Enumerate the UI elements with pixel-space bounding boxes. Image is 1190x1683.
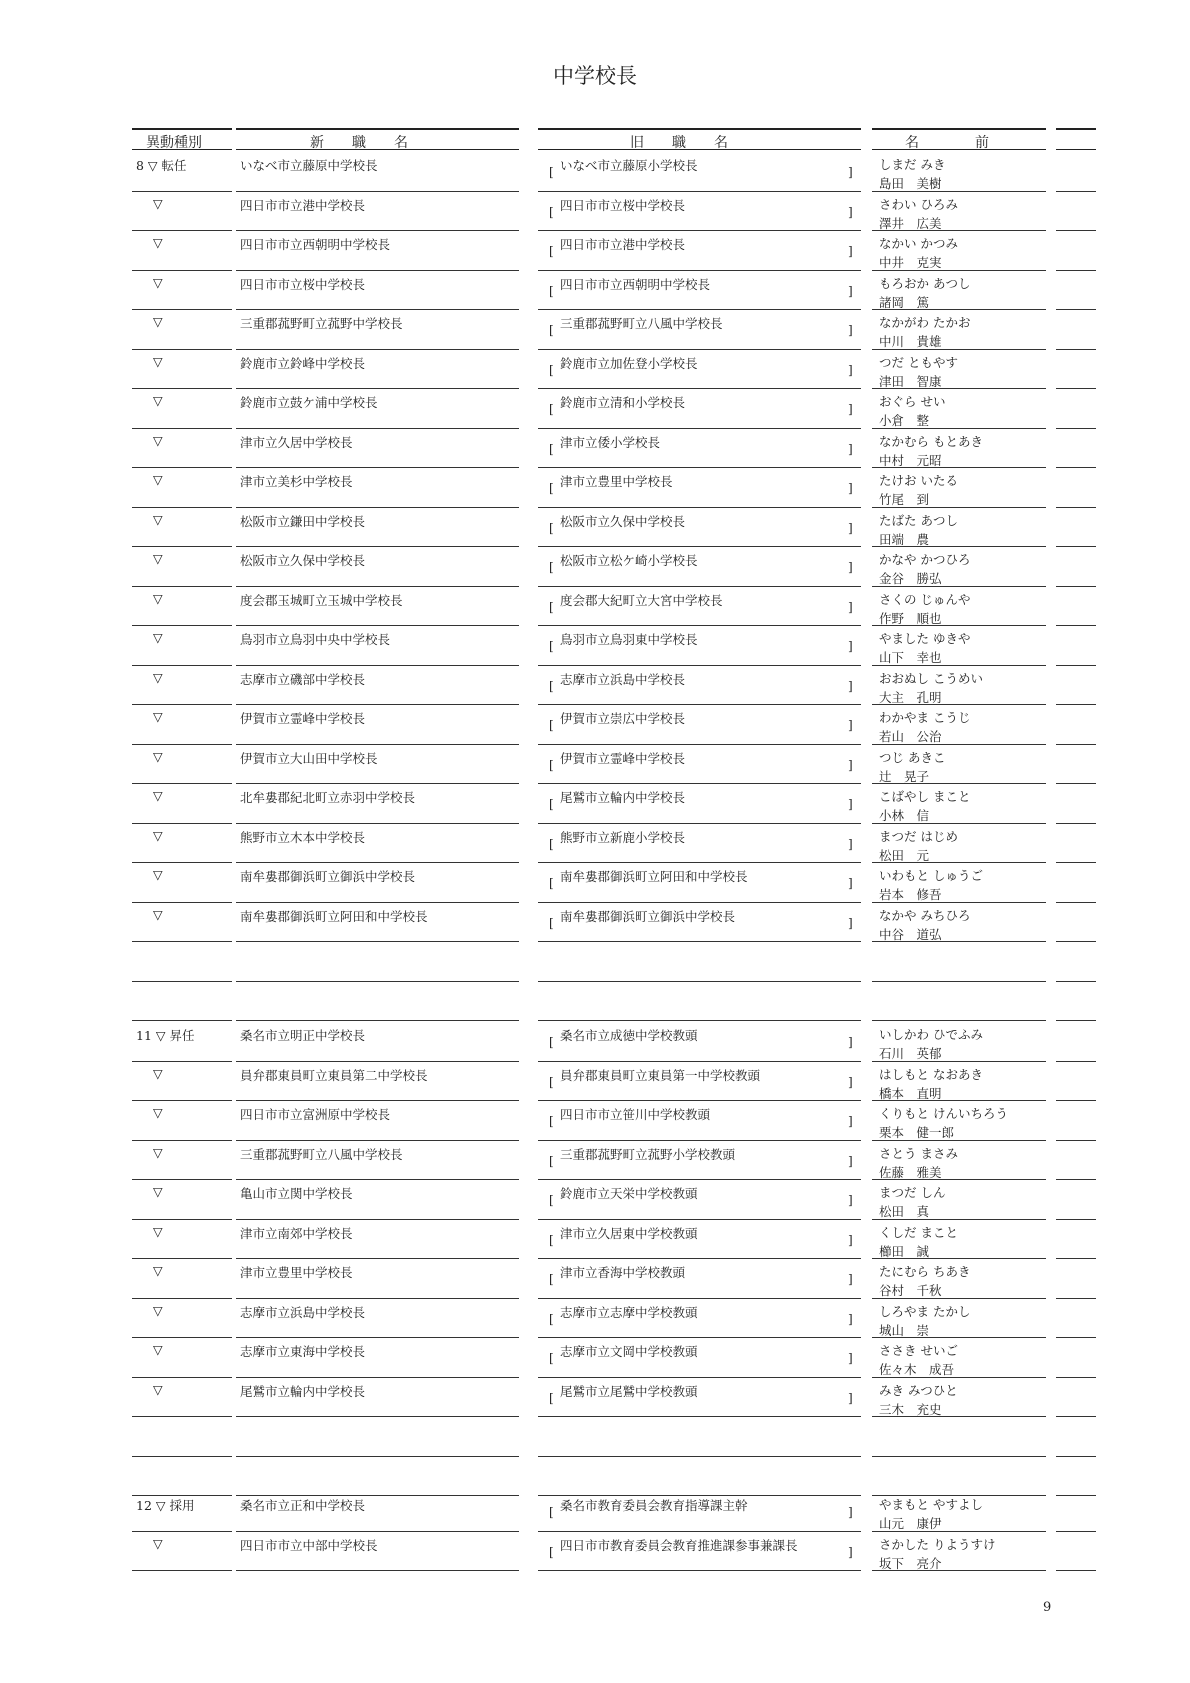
table-row [0,468,1190,508]
table-row [0,626,1190,666]
new-position: 鳥羽市立鳥羽中央中学校長 [240,632,391,647]
row-rule [132,1570,232,1571]
table-row [0,1141,1190,1181]
old-position: 津市立倭小学校長 [560,434,661,450]
bracket-open: [ [549,599,554,614]
new-position: 熊野市立木本中学校長 [240,829,366,845]
new-position: 伊賀市立大山田中学校長 [240,750,378,766]
person-name: 中谷 道弘 [879,926,942,942]
person-name: 中井 克実 [879,255,942,270]
row-rule [132,1416,232,1417]
person-name: 竹尾 到 [879,492,930,507]
row-rule [236,1416,519,1417]
old-position: 志摩市立文岡中学校教頭 [560,1344,698,1359]
transfer-kind: ▽ [153,432,163,448]
old-position: 桑名市教育委員会教育指導課主幹 [560,1498,748,1513]
transfer-kind: ▽ [153,1144,163,1160]
transfer-kind: ▽ [153,590,163,606]
old-position: 鈴鹿市立清和小学校長 [560,395,686,410]
new-position: 四日市市立桜中学校長 [240,276,366,292]
row-rule [1056,981,1096,982]
person-name: 松田 元 [879,847,930,863]
bracket-close: ] [848,1390,853,1405]
bracket-open: [ [549,1272,554,1286]
transfer-kind: ▽ [153,1535,163,1551]
bracket-open: [ [549,639,554,653]
name-reading: たばた あつし [879,512,958,528]
table-row [0,745,1190,785]
row-rule [236,981,519,982]
bracket-close: ] [848,1272,853,1286]
person-name: 作野 順也 [879,610,942,626]
row-rule [538,1020,861,1021]
new-position: 尾鷲市立輪内中学校長 [240,1383,366,1399]
bracket-close: ] [848,283,853,298]
table-row [0,1532,1190,1572]
row-rule [538,1456,861,1457]
name-reading: なかい かつみ [879,236,958,251]
header-rule [236,128,519,130]
transfer-kind: ▽ [153,630,163,645]
transfer-kind: ▽ [153,472,163,487]
bracket-open: [ [549,441,554,456]
name-reading: いしかわ ひでふみ [879,1027,983,1042]
new-position: 伊賀市立霊峰中学校長 [240,711,366,726]
person-name: 津田 智康 [879,373,942,389]
bracket-open: [ [549,323,554,337]
transfer-kind: ▽ [153,393,163,408]
person-name: 辻 晃子 [879,768,930,784]
row-rule [538,1570,861,1571]
new-position: 津市立豊里中学校長 [240,1265,353,1280]
bracket-open: [ [549,1544,554,1559]
bracket-open: [ [549,757,554,772]
person-name: 若山 公治 [879,729,942,744]
transfer-kind: ▽ [153,274,163,290]
bracket-open: [ [549,1390,554,1405]
row-rule [236,1020,519,1021]
bracket-close: ] [848,1544,853,1559]
bracket-open: [ [549,283,554,298]
row-rule [1056,1456,1096,1457]
table-row [0,705,1190,745]
row-rule [872,941,1046,942]
table-row [0,192,1190,232]
new-position: 四日市市立中部中学校長 [240,1537,378,1553]
person-name: 石川 英郁 [879,1046,942,1061]
person-name: 櫛田 誠 [879,1243,930,1259]
header-old-position: 旧 職 名 [630,135,728,151]
row-rule [132,1020,232,1021]
name-reading: もろおか あつし [879,275,971,291]
table-row [0,547,1190,587]
new-position: 津市立久居中学校長 [240,434,353,450]
row-rule [132,981,232,982]
row-rule [538,1416,861,1417]
bracket-close: ] [848,599,853,614]
bracket-open: [ [549,244,554,258]
row-rule [1056,1416,1096,1417]
row-rule [1056,941,1096,942]
bracket-close: ] [848,1074,853,1089]
old-position: 尾鷲市立尾鷲中学校教頭 [560,1383,698,1399]
new-position: 桑名市立正和中学校長 [240,1498,366,1513]
old-position: 津市立久居東中学校教頭 [560,1225,698,1241]
bracket-open: [ [549,718,554,732]
row-rule [872,1020,1046,1021]
person-name: 中村 元昭 [879,452,942,468]
person-name: 大主 孔明 [879,689,942,705]
bracket-open: [ [549,1193,554,1207]
old-position: 鈴鹿市立天栄中学校教頭 [560,1186,698,1201]
old-position: 志摩市立浜島中学校長 [560,671,686,687]
table-row [0,1492,1190,1532]
table-row [0,1062,1190,1102]
bracket-open: [ [549,402,554,416]
name-reading: おおぬし こうめい [879,670,983,686]
name-reading: つじ あきこ [879,749,946,765]
name-reading: わかやま こうじ [879,710,971,725]
table-row [0,1022,1190,1062]
table-row [0,666,1190,706]
bracket-open: [ [549,520,554,535]
transfer-kind: ▽ [153,669,163,685]
table-row [0,1299,1190,1339]
header-rule [538,128,861,130]
name-reading: かなや かつひろ [879,552,971,567]
transfer-kind: ▽ [153,353,163,369]
person-name: 橋本 直明 [879,1085,942,1101]
new-position: 北牟婁郡紀北町立赤羽中学校長 [240,790,416,805]
table-row [0,587,1190,627]
transfer-kind: ▽ [153,1342,163,1357]
bracket-open: [ [549,1114,554,1128]
bracket-close: ] [848,1153,853,1168]
bracket-close: ] [848,1351,853,1365]
person-name: 佐々木 成吾 [879,1362,955,1377]
bracket-close: ] [848,1505,853,1519]
row-rule [538,941,861,942]
old-position: 四日市市立笹川中学校教頭 [560,1107,711,1122]
transfer-kind: ▽ [153,1381,163,1397]
table-row [0,863,1190,903]
person-name: 谷村 千秋 [879,1283,942,1298]
bracket-open: [ [549,204,554,219]
name-reading: みき みつひと [879,1382,958,1398]
row-rule [236,1570,519,1571]
person-name: 栗本 健一郎 [879,1125,955,1140]
bracket-open: [ [549,797,554,811]
new-position: 南牟婁郡御浜町立阿田和中学校長 [240,908,428,924]
name-reading: たにむら ちあき [879,1264,971,1279]
header-rule [872,128,1046,130]
header-rule [132,128,232,130]
old-position: 四日市市立西朝明中学校長 [560,276,711,292]
bracket-close: ] [848,1114,853,1128]
old-position: 松阪市立松ケ崎小学校長 [560,553,698,568]
header-new-position: 新 職 名 [310,135,408,151]
bracket-close: ] [848,441,853,456]
row-rule [1056,1020,1096,1021]
person-name: 山元 康伊 [879,1516,942,1531]
table-row [0,310,1190,350]
person-name: 田端 農 [879,531,930,547]
old-position: 尾鷲市立輪内中学校長 [560,790,686,805]
bracket-close: ] [848,678,853,693]
name-reading: さとう まさみ [879,1145,958,1161]
row-rule [132,941,232,942]
table-row [0,1378,1190,1418]
row-rule [132,1456,232,1457]
transfer-kind: ▽ [153,551,163,566]
row-rule [1056,1570,1096,1571]
table-row [0,1180,1190,1220]
bracket-open: [ [549,915,554,930]
transfer-kind: ▽ [153,1302,163,1318]
new-position: 松阪市立鎌田中学校長 [240,513,366,529]
table-row [0,231,1190,271]
bracket-open: [ [549,1035,554,1049]
old-position: 津市立香海中学校教頭 [560,1265,686,1280]
bracket-close: ] [848,244,853,258]
transfer-kind: ▽ [153,788,163,803]
name-reading: つだ ともやす [879,354,958,370]
name-reading: はしもと なおあき [879,1066,983,1082]
table-row [0,1220,1190,1260]
person-name: 澤井 広美 [879,215,942,231]
bracket-open: [ [549,1311,554,1326]
person-name: 小倉 整 [879,413,930,428]
old-position: 熊野市立新鹿小学校長 [560,829,686,845]
old-position: 津市立豊里中学校長 [560,474,673,489]
table-row [0,1101,1190,1141]
transfer-kind: ▽ [153,511,163,527]
bracket-close: ] [848,560,853,574]
bracket-close: ] [848,639,853,653]
transfer-kind: ▽ [153,906,163,922]
table-row [0,152,1190,192]
bracket-open: [ [549,678,554,693]
name-reading: なかがわ たかお [879,315,971,330]
name-reading: さわい ひろみ [879,196,958,212]
old-position: 四日市市立桜中学校長 [560,197,686,213]
new-position: 志摩市立浜島中学校長 [240,1304,366,1320]
new-position: 度会郡玉城町立玉城中学校長 [240,592,403,608]
page-title: 中学校長 [553,64,637,88]
name-reading: さかした りようすけ [879,1536,996,1552]
person-name: 城山 崇 [879,1322,930,1338]
person-name: 島田 美樹 [879,176,942,191]
header-name: 名 前 [905,135,989,151]
name-reading: しろやま たかし [879,1303,971,1319]
person-name: 三木 充史 [879,1401,942,1417]
bracket-close: ] [848,323,853,337]
person-name: 金谷 勝弘 [879,571,942,586]
table-row [0,1338,1190,1378]
new-position: 鈴鹿市立鼓ケ浦中学校長 [240,395,378,410]
name-reading: まつだ はじめ [879,828,958,844]
transfer-kind: ▽ [153,1263,163,1278]
transfer-kind: ▽ [153,235,163,250]
new-position: 志摩市立磯部中学校長 [240,671,366,687]
transfer-kind: 11 ▽ 昇任 [136,1028,195,1043]
new-position: 津市立南郊中学校長 [240,1225,353,1241]
old-position: 伊賀市立霊峰中学校長 [560,750,686,766]
bracket-open: [ [549,1505,554,1519]
transfer-kind: ▽ [153,314,163,329]
name-reading: やまもと やすよし [879,1497,983,1512]
bracket-open: [ [549,481,554,495]
transfer-kind: 8 ▽ 転任 [136,158,187,173]
person-name: 松田 真 [879,1204,930,1219]
row-rule [872,981,1046,982]
row-rule [872,1570,1046,1571]
bracket-close: ] [848,165,853,179]
new-position: 亀山市立関中学校長 [240,1186,353,1201]
row-rule [538,981,861,982]
old-position: 桑名市立成徳中学校教頭 [560,1028,698,1043]
bracket-close: ] [848,797,853,811]
bracket-open: [ [549,876,554,890]
new-position: 三重郡菰野町立菰野中学校長 [240,316,403,331]
name-reading: くりもと けんいちろう [879,1106,1008,1121]
name-reading: ささき せいご [879,1343,958,1358]
old-position: 志摩市立志摩中学校教頭 [560,1304,698,1320]
transfer-kind: ▽ [153,195,163,211]
row-rule [236,941,519,942]
new-position: 松阪市立久保中学校長 [240,553,366,568]
bracket-close: ] [848,402,853,416]
table-row [0,389,1190,429]
person-name: 諸岡 篤 [879,294,930,310]
transfer-kind: ▽ [153,709,163,724]
bracket-close: ] [848,362,853,377]
bracket-close: ] [848,757,853,772]
old-position: 松阪市立久保中学校長 [560,513,686,529]
new-position: 志摩市立東海中学校長 [240,1344,366,1359]
transfer-kind: ▽ [153,1105,163,1120]
old-position: 度会郡大紀町立大宮中学校長 [560,592,723,608]
bracket-close: ] [848,915,853,930]
page-number: 9 [1043,1600,1052,1615]
name-reading: しまだ みき [879,157,946,172]
header-kind: 異動種別 [146,135,202,151]
new-position: 桑名市立明正中学校長 [240,1028,366,1043]
old-position: 四日市市立港中学校長 [560,237,686,252]
name-reading: こばやし まこと [879,789,971,804]
bracket-open: [ [549,836,554,851]
new-position: いなべ市立藤原中学校長 [240,158,378,173]
table-row [0,508,1190,548]
row-rule [872,1416,1046,1417]
bracket-open: [ [549,1351,554,1365]
new-position: 鈴鹿市立鈴峰中学校長 [240,355,366,371]
transfer-kind: ▽ [153,1184,163,1199]
bracket-close: ] [848,836,853,851]
table-row [0,824,1190,864]
bracket-close: ] [848,204,853,219]
bracket-open: [ [549,1153,554,1168]
old-position: 伊賀市立崇広中学校長 [560,711,686,726]
bracket-open: [ [549,1232,554,1247]
new-position: 三重郡菰野町立八風中学校長 [240,1146,403,1162]
person-name: 中川 貴雄 [879,334,942,349]
table-row [0,429,1190,469]
old-position: 鈴鹿市立加佐登小学校長 [560,355,698,371]
old-position: 南牟婁郡御浜町立阿田和中学校長 [560,869,748,884]
bracket-close: ] [848,1193,853,1207]
name-reading: たけお いたる [879,473,958,488]
new-position: 南牟婁郡御浜町立御浜中学校長 [240,869,416,884]
person-name: 小林 信 [879,808,930,823]
bracket-close: ] [848,1311,853,1326]
new-position: 四日市市立港中学校長 [240,197,366,213]
name-reading: おぐら せい [879,394,946,409]
transfer-kind: ▽ [153,748,163,764]
old-position: 四日市市教育委員会教育推進課参事兼課長 [560,1537,798,1553]
bracket-close: ] [848,718,853,732]
row-rule [236,1456,519,1457]
bracket-close: ] [848,1035,853,1049]
name-reading: さくの じゅんや [879,591,971,607]
old-position: 南牟婁郡御浜町立御浜中学校長 [560,908,736,924]
name-reading: なかや みちひろ [879,907,971,923]
table-row [0,903,1190,943]
table-row [0,350,1190,390]
header-rule [1056,149,1096,150]
transfer-kind: ▽ [153,1065,163,1081]
person-name: 坂下 亮介 [879,1555,942,1571]
bracket-close: ] [848,876,853,890]
table-row [0,1259,1190,1299]
bracket-close: ] [848,520,853,535]
new-position: 四日市市立富洲原中学校長 [240,1107,391,1122]
table-row [0,271,1190,311]
old-position: 鳥羽市立鳥羽東中学校長 [560,632,698,647]
name-reading: まつだ しん [879,1185,946,1200]
transfer-kind: 12 ▽ 採用 [136,1498,195,1513]
transfer-kind: ▽ [153,1223,163,1239]
new-position: 員弁郡東員町立東員第二中学校長 [240,1067,428,1083]
old-position: 三重郡菰野町立八風中学校長 [560,316,723,331]
bracket-open: [ [549,165,554,179]
bracket-open: [ [549,1074,554,1089]
old-position: いなべ市立藤原小学校長 [560,158,698,173]
bracket-close: ] [848,1232,853,1247]
name-reading: くしだ まこと [879,1224,958,1240]
header-rule [1056,128,1096,130]
old-position: 三重郡菰野町立菰野小学校教頭 [560,1146,736,1162]
bracket-close: ] [848,481,853,495]
person-name: 山下 幸也 [879,650,942,665]
name-reading: なかむら もとあき [879,433,983,449]
name-reading: やました ゆきや [879,631,971,646]
bracket-open: [ [549,362,554,377]
table-row [0,784,1190,824]
transfer-kind: ▽ [153,827,163,843]
person-name: 岩本 修吾 [879,887,942,902]
name-reading: いわもと しゅうご [879,868,983,883]
bracket-open: [ [549,560,554,574]
row-rule [872,1456,1046,1457]
old-position: 員弁郡東員町立東員第一中学校教頭 [560,1067,761,1083]
new-position: 四日市市立西朝明中学校長 [240,237,391,252]
new-position: 津市立美杉中学校長 [240,474,353,489]
person-name: 佐藤 雅美 [879,1164,942,1180]
transfer-kind: ▽ [153,867,163,882]
